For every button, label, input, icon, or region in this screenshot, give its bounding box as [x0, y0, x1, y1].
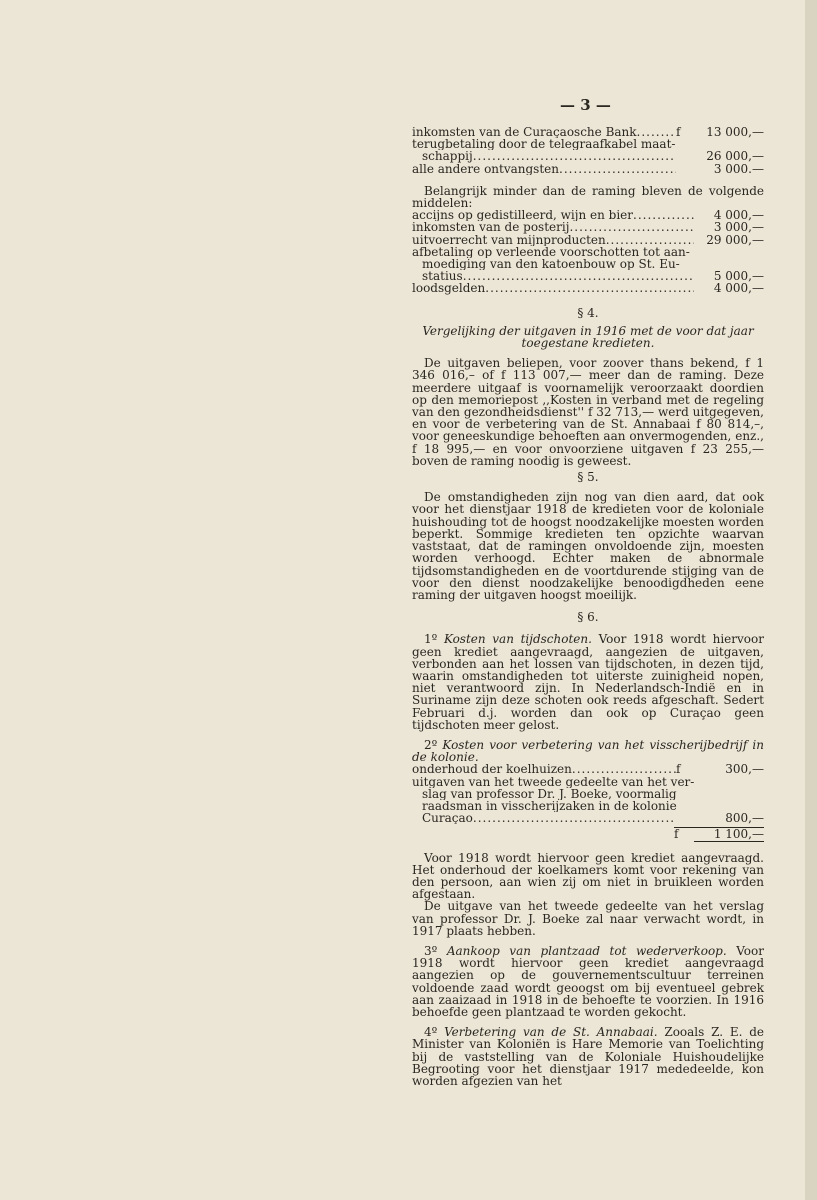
- item-text: Zooals Z. E. de Minister van Koloniën is Hare Memorie van Toelichting bij de vaststelling van de Koloniale Huishoudelijke Begrooting voor het dienstjaar 1917 mededeelde, kon worden afgezien van het: [412, 1025, 764, 1089]
- section-5-heading: § 5.: [577, 470, 599, 485]
- list-item: [412, 138, 764, 150]
- item-2-text-1: Voor 1918 wordt hiervoor geen krediet aangevraagd. Het onderhoud der koelkamers komt voor rekening van den persoon, aan wien zij om niet in bruikleen worden afgestaan.: [412, 850, 764, 902]
- leader-dots: [606, 234, 694, 246]
- row-label: onderhoud der koelhuizen: [412, 763, 572, 776]
- section-4-text: De uitgaven beliepen, voor zoover thans bekend, f 1 346 016,– of f 113 007,— meer dan de raming. Deze meerdere uitgaaf is voornamelijk veroorzaakt doordien op den memoriepost ,,Kosten in verband met de regeling van den gezondheidsdienst'' f 32 713,— werd uitgegeven, en voor de verbetering van de St. Annabaai f 80 814,–, voor geneeskundige behoeften aan onvermogenden, enz., f 18 995,— en voor onvoorziene uitgaven f 23 255,— boven de raming noodig is geweest.: [412, 356, 764, 468]
- amount: 300,—: [725, 763, 764, 776]
- leader-dots: [485, 282, 694, 294]
- intro-paragraph: Belangrijk minder dan de raming bleven de volgende middelen:: [412, 183, 764, 211]
- page-edge: [805, 0, 817, 1200]
- currency: f: [674, 827, 679, 842]
- amount: 13 000,—: [706, 126, 764, 139]
- amount: 3 000.—: [713, 162, 764, 175]
- amount: 29 000,—: [706, 233, 764, 246]
- item-number: 1º: [424, 632, 438, 647]
- leader-dots: [473, 150, 676, 162]
- total-amount: 1 100,—: [694, 828, 764, 841]
- row-label: uitgaven van het tweede gedeelte van het ver-: [412, 775, 695, 788]
- leader-dots: [572, 763, 676, 775]
- list-item: [412, 150, 764, 162]
- row-label: alle andere ontvangsten: [412, 162, 559, 175]
- row-label: raadsman in visscherijzaken in de kolonie: [422, 799, 677, 813]
- item-2-text-2: De uitgave van het tweede gedeelte van het verslag van professor Dr. J. Boeke zal naar verwacht wordt, in 1917 plaats hebben.: [412, 899, 764, 938]
- list-item: [412, 209, 764, 221]
- leader-dots: [463, 270, 694, 282]
- row-label: loodsgelden: [412, 282, 486, 295]
- row-label: Curaçao: [422, 812, 473, 825]
- amount: 800,—: [725, 812, 764, 825]
- section-4-heading: § 4.: [577, 305, 599, 320]
- row-label: schappij: [422, 150, 473, 163]
- item-title: Kosten voor verbetering van het visscherijbedrijf in de kolonie.: [412, 737, 764, 765]
- item-title: Kosten van tijdschoten.: [443, 632, 592, 647]
- item-2-heading: [412, 739, 764, 763]
- row-label: statius: [422, 270, 463, 283]
- row-label: uitvoerrecht van mijnproducten: [412, 233, 606, 246]
- list-item: [412, 776, 764, 788]
- list-item: [412, 812, 764, 824]
- item-number: 2º: [424, 737, 438, 752]
- leader-dots: [473, 812, 676, 824]
- list-item: [412, 234, 764, 246]
- section-6-heading: § 6.: [577, 610, 599, 625]
- item-title: Aankoop van plantzaad tot wederverkoop.: [446, 943, 727, 958]
- currency: f: [676, 126, 681, 139]
- section-5-text: De omstandigheden zijn nog van dien aard, dat ook voor het dienstjaar 1918 de kredieten voor de koloniale huishouding tot de hoogst noodzakelijke moesten worden beperkt. Sommige kredieten ten opzichte waarvan vaststaat, dat de ramingen onvoldoende zijn, moesten worden verhoogd. Echter maken de abnormale tijdsomstandigheden en de voortdurende stijging van de voor den dienst noodzakelijke benoodigdheden eene raming der uitgaven hoogst moeilijk.: [412, 490, 764, 602]
- leader-dots: [569, 221, 694, 233]
- item-1-paragraph: [412, 633, 764, 731]
- item-text: Voor 1918 wordt hiervoor geen krediet aangevraagd, aangezien de uitgaven, verbonden aan het lossen van tijdschoten, in dezen tijd, waarin omstandigheden tot uiterste zuinigheid nopen, niet verantwoord zijn. In Nederlandsch-Indië en in Suriname zijn deze schoten ook reeds afgeschaft. Sedert Februari d.j. worden dan ook op Curaçao geen tijdschoten meer gelost.: [412, 632, 764, 732]
- row-label: afbetaling op verleende voorschotten tot aan-: [412, 245, 690, 259]
- item-4-paragraph: [412, 1026, 764, 1087]
- list-item: [412, 282, 764, 294]
- section-4-title: Vergelijking der uitgaven in 1916 met de voor dat jaar toegestane kredieten.: [422, 323, 754, 351]
- leader-dots: [559, 163, 676, 175]
- row-label: moediging van den katoenbouw op St. Eu-: [422, 258, 680, 271]
- page-number: — 3 —: [560, 96, 611, 114]
- amount: 3 000,—: [713, 221, 764, 234]
- amount: 4 000,—: [713, 282, 764, 295]
- item-title: Verbetering van de St. Annabaai.: [444, 1025, 658, 1040]
- list-item: [412, 246, 764, 258]
- list-item: [412, 788, 764, 800]
- item-3-paragraph: [412, 945, 764, 1018]
- amount: 26 000,—: [706, 150, 764, 163]
- row-label: terugbetaling door de telegraafkabel maat-: [412, 138, 676, 151]
- amount: 5 000,—: [713, 270, 764, 283]
- currency: f: [676, 763, 681, 776]
- item-number: 4º: [424, 1025, 438, 1040]
- list-item: [412, 163, 764, 175]
- leader-dots: [637, 126, 676, 138]
- revenue-list: [412, 126, 764, 1087]
- list-item: [412, 126, 764, 138]
- list-item: [412, 800, 764, 812]
- row-label: accijns op gedistilleerd, wijn en bier: [412, 209, 633, 222]
- amount: 4 000,—: [713, 209, 764, 222]
- leader-dots: [633, 209, 694, 221]
- item-text: Voor 1918 wordt hiervoor geen krediet aangevraagd aangezien op de gouvernementscultuur terreinen voldoende zaad wordt geoogst om bij eventueel gebrek aan zaaizaad in 1918 in de behoefte te voorzien. In 1916 behoefde geen plantzaad te worden gekocht.: [412, 943, 764, 1019]
- row-label: inkomsten van de Curaçaosche Bank: [412, 126, 637, 139]
- item-2-total: [412, 828, 764, 841]
- list-item: [412, 221, 764, 233]
- row-label: inkomsten van de posterij: [412, 221, 570, 234]
- list-item: [412, 270, 764, 282]
- list-item: [412, 763, 764, 775]
- item-number: 3º: [424, 943, 438, 958]
- list-item: [412, 258, 764, 270]
- row-label: slag van professor Dr. J. Boeke, voormalig: [422, 787, 677, 800]
